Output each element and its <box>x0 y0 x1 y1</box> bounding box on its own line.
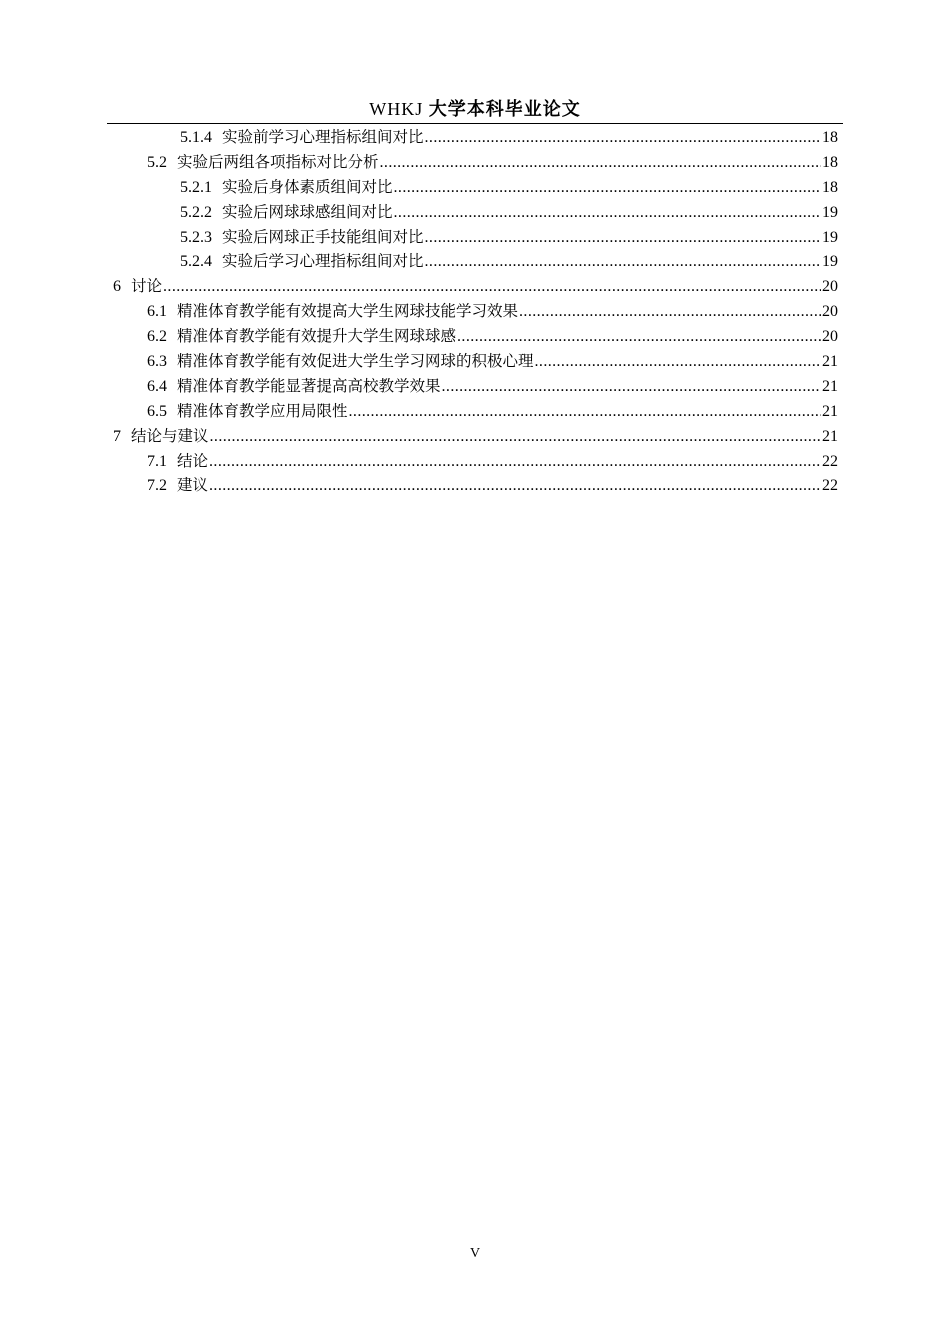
toc-entry-page: 20 <box>822 328 838 346</box>
toc-entry-title: 精准体育教学能显著提高高校教学效果 <box>177 376 441 395</box>
toc-entry-page: 20 <box>822 278 838 296</box>
toc-entry-page: 18 <box>822 153 838 171</box>
toc-dot-leader <box>209 450 821 475</box>
toc-entry-page: 18 <box>822 178 838 196</box>
toc-entry-number: 7 <box>113 427 121 445</box>
toc-dot-leader <box>209 474 821 499</box>
toc-entry[interactable] <box>107 125 838 150</box>
header-title: 大学本科毕业论文 <box>428 99 581 120</box>
toc-entry-number: 6 <box>113 278 121 296</box>
toc-entry[interactable] <box>107 274 838 299</box>
toc-entry-page: 21 <box>822 353 838 371</box>
toc-entry[interactable] <box>107 349 838 374</box>
toc-entry-title: 精准体育教学能有效提高大学生网球技能学习效果 <box>177 302 519 321</box>
toc-entry-title: 结论与建议 <box>131 426 209 445</box>
toc-entry-title: 结论 <box>177 451 209 470</box>
toc-entry-page: 22 <box>822 452 838 470</box>
toc-entry-number: 5.2.3 <box>180 228 212 246</box>
toc-entry-title: 建议 <box>177 476 209 495</box>
toc-entry-page: 21 <box>822 402 838 420</box>
toc-entry-number: 6.4 <box>147 377 167 395</box>
toc-dot-leader <box>425 226 821 251</box>
toc-entry[interactable] <box>107 424 838 449</box>
toc-entry[interactable] <box>107 175 838 200</box>
toc-entry-page: 19 <box>822 253 838 271</box>
toc-entry-number: 5.2.2 <box>180 203 212 221</box>
toc-entry-number: 7.2 <box>147 477 167 495</box>
toc-entry-number: 5.2.1 <box>180 178 212 196</box>
toc-dot-leader <box>394 201 821 226</box>
toc-entry[interactable] <box>107 225 838 250</box>
toc-entry-page: 18 <box>822 129 838 146</box>
toc-entry-title: 实验后学习心理指标组间对比 <box>222 252 424 271</box>
toc-dot-leader <box>394 176 821 201</box>
toc-entry[interactable] <box>107 324 838 349</box>
toc-dot-leader <box>380 151 821 176</box>
toc-entry-number: 6.5 <box>147 402 167 420</box>
toc-entry-number: 5.1.4 <box>180 129 212 146</box>
toc-dot-leader <box>457 325 821 350</box>
toc-entry-number: 6.3 <box>147 353 167 371</box>
toc-entry-title: 实验后两组各项指标对比分析 <box>177 152 379 171</box>
toc-entry[interactable] <box>107 449 838 474</box>
toc-entry-number: 6.2 <box>147 328 167 346</box>
toc-dot-leader <box>425 126 821 151</box>
toc-entry-title: 讨论 <box>131 277 163 296</box>
page-header <box>107 96 843 122</box>
toc-entry[interactable] <box>107 299 838 324</box>
toc-entry-title: 精准体育教学能有效促进大学生学习网球的积极心理 <box>177 352 534 371</box>
toc-entry-number: 5.2 <box>147 153 167 171</box>
table-of-contents <box>107 125 838 498</box>
toc-dot-leader <box>163 275 821 300</box>
header-rule <box>107 123 843 124</box>
toc-entry-page: 21 <box>822 377 838 395</box>
toc-entry-page: 20 <box>822 303 838 321</box>
toc-entry-page: 19 <box>822 228 838 246</box>
toc-entry-title: 实验前学习心理指标组间对比 <box>222 128 424 146</box>
toc-entry-title: 实验后身体素质组间对比 <box>222 177 393 196</box>
toc-dot-leader <box>349 400 821 425</box>
toc-entry-number: 6.1 <box>147 303 167 321</box>
toc-entry[interactable] <box>107 200 838 225</box>
toc-entry-title: 实验后网球球感组间对比 <box>222 202 393 221</box>
toc-entry[interactable] <box>107 473 838 498</box>
toc-entry[interactable] <box>107 249 838 274</box>
toc-entry-title: 实验后网球正手技能组间对比 <box>222 227 424 246</box>
toc-entry[interactable] <box>107 150 838 175</box>
toc-dot-leader <box>425 250 821 275</box>
toc-dot-leader <box>442 375 821 400</box>
toc-entry-title: 精准体育教学能有效提升大学生网球球感 <box>177 327 457 346</box>
toc-entry[interactable] <box>107 399 838 424</box>
toc-entry-title: 精准体育教学应用局限性 <box>177 401 348 420</box>
toc-entry-number: 5.2.4 <box>180 253 212 271</box>
toc-dot-leader <box>210 425 821 450</box>
header-prefix: WHKJ <box>369 99 424 119</box>
toc-entry-page: 19 <box>822 203 838 221</box>
toc-entry-page: 22 <box>822 477 838 495</box>
toc-dot-leader <box>535 350 821 375</box>
toc-entry-page: 21 <box>822 427 838 445</box>
toc-dot-leader <box>519 300 821 325</box>
page-number: V <box>469 1246 481 1261</box>
toc-entry-number: 7.1 <box>147 452 167 470</box>
toc-entry[interactable] <box>107 374 838 399</box>
